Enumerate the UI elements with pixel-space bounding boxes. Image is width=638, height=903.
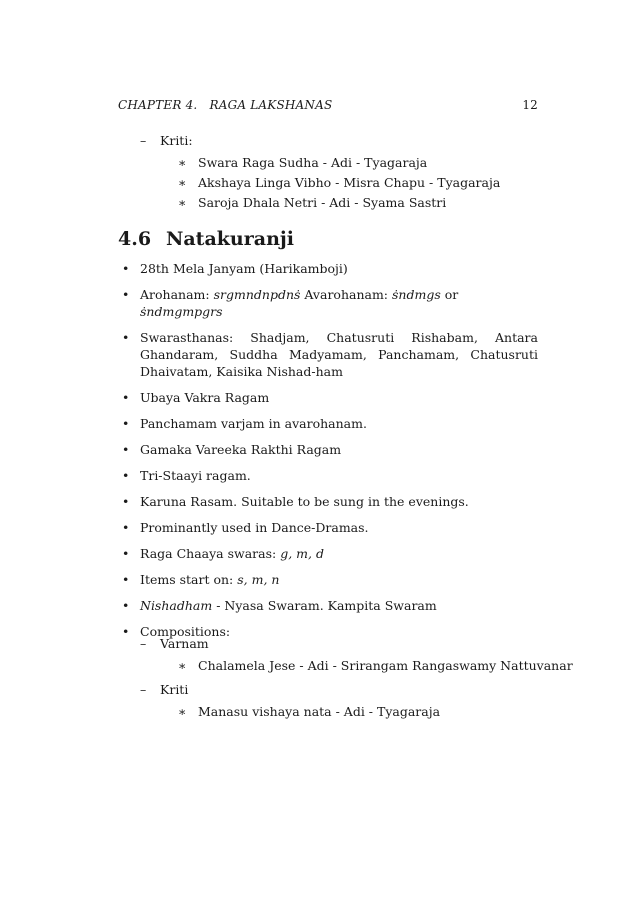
- raga-details-list: [118, 260, 538, 649]
- asterisk-marker: ∗: [178, 175, 187, 190]
- list-item: • Panchamam varjam in avarohanam.: [122, 416, 367, 431]
- asterisk-marker: ∗: [178, 658, 187, 673]
- section-number: 4.6: [118, 228, 152, 250]
- list-item: ∗ Manasu vishaya nata - Adi - Tyagaraja: [178, 702, 440, 722]
- chapter-title: CHAPTER 4. RAGA LAKSHANAS: [118, 98, 333, 112]
- list-item: • Nishadham - Nyasa Swaram. Kampita Swaram: [122, 598, 437, 613]
- list-item: ∗ Chalamela Jese - Adi - Srirangam Rangaswamy Nattuvanar: [178, 656, 573, 676]
- list-item: • Gamaka Vareeka Rakthi Ragam: [122, 442, 342, 457]
- varnam-list: [178, 656, 573, 676]
- kriti-heading-top: [140, 133, 193, 148]
- list-item: • Tri-Staayi ragam.: [122, 468, 251, 483]
- section-heading: [118, 228, 294, 250]
- asterisk-marker: ∗: [178, 155, 187, 170]
- list-item: • Arohanam: srgmndnpdnṡ Avarohanam: ṡndmgs or ṡndmgmpgrs: [122, 287, 459, 319]
- list-item: ∗ Akshaya Linga Vibho - Misra Chapu - Tyagaraja: [178, 173, 500, 193]
- varnam-heading: – Varnam: [140, 636, 209, 651]
- asterisk-marker: ∗: [178, 195, 187, 210]
- kriti-heading-bottom: – Kriti: [140, 682, 189, 697]
- kriti-compositions-list: [178, 702, 440, 722]
- list-item: • Items start on: s, m, n: [122, 572, 280, 587]
- dash-marker: –: [140, 636, 147, 651]
- list-item: • Karuna Rasam. Suitable to be sung in the evenings.: [122, 494, 469, 509]
- list-item: • Ubaya Vakra Ragam: [122, 390, 270, 405]
- asterisk-marker: ∗: [178, 704, 187, 719]
- list-item: • 28th Mela Janyam (Harikamboji): [122, 261, 348, 276]
- kriti-label: Kriti:: [160, 133, 193, 148]
- list-item: ∗ Swara Raga Sudha - Adi - Tyagaraja: [178, 153, 500, 173]
- dash-marker: –: [140, 682, 147, 697]
- list-item: • Swarasthanas: Shadjam, Chatusruti Rishabam, Antara Ghandaram, Suddha Madyamam, Panchamam, Chatusruti Dhaivatam, Kaisika Nishad-ham: [122, 330, 538, 379]
- list-item: • Compositions:: [122, 624, 231, 639]
- list-item: • Raga Chaaya swaras: g, m, d: [122, 546, 324, 561]
- running-header: [118, 98, 538, 112]
- section-title: Natakuranji: [166, 228, 294, 250]
- list-item: • Prominantly used in Dance-Dramas.: [122, 520, 369, 535]
- list-item: ∗ Saroja Dhala Netri - Adi - Syama Sastri: [178, 193, 500, 213]
- page-number: 12: [522, 98, 538, 112]
- top-kriti-list: [178, 153, 500, 213]
- dash-marker: –: [140, 133, 147, 148]
